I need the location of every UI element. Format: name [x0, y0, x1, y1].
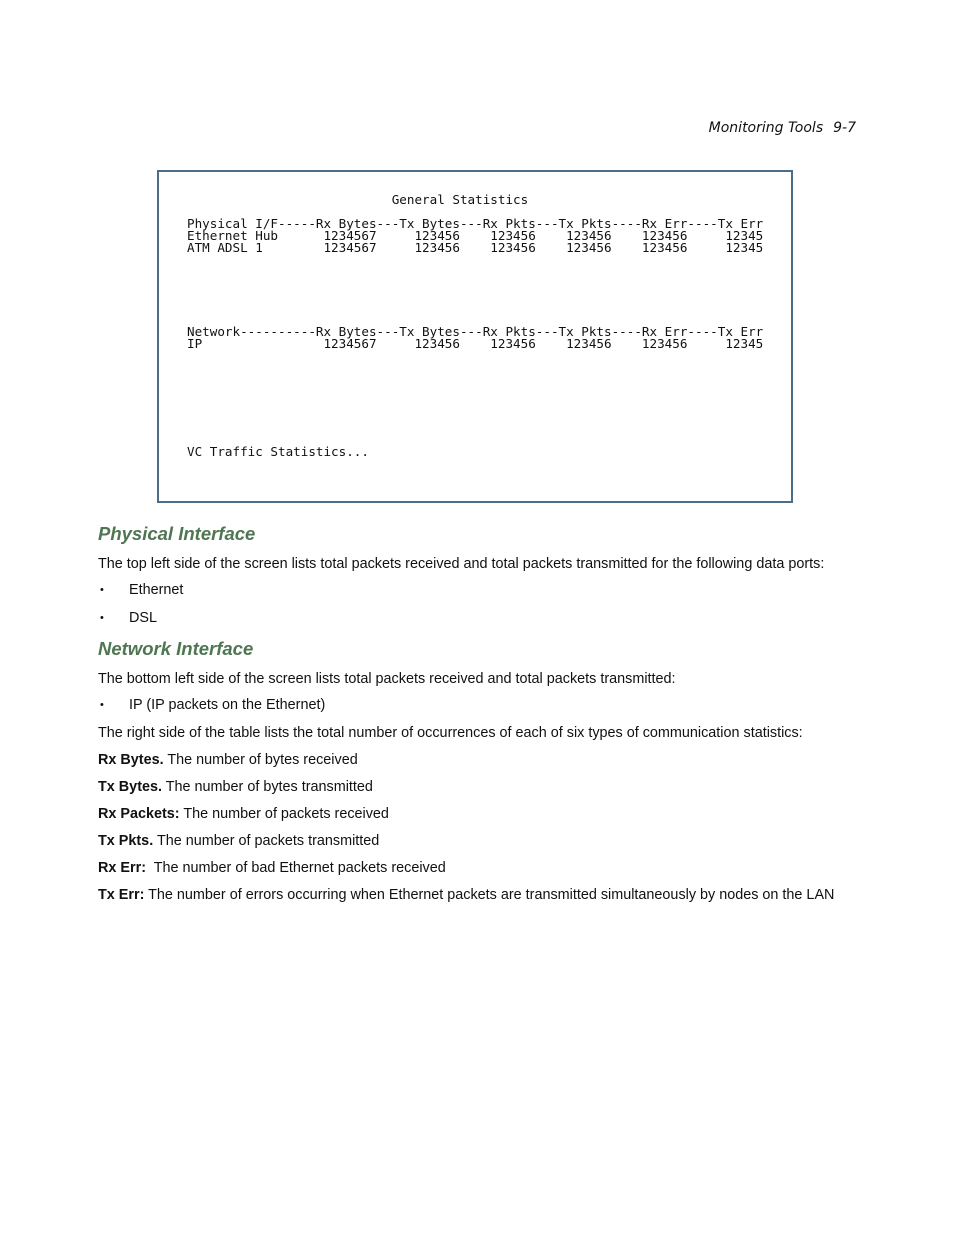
list-item: [98, 581, 858, 599]
page-body: [98, 522, 858, 913]
list-item: [98, 609, 858, 627]
network-list: [98, 696, 858, 714]
definition-rx-err: [98, 859, 858, 877]
definition-term: Rx Packets:: [98, 806, 180, 822]
definition-text: The number of packets transmitted: [153, 833, 380, 849]
list-item-text: Ethernet: [129, 582, 184, 598]
definition-text: The number of errors occurring when Ethernet packets are transmitted simultaneously by nodes on the LAN: [144, 887, 835, 903]
definition-term: Tx Bytes.: [98, 779, 162, 795]
terminal-screen: [157, 170, 793, 503]
definition-tx-bytes: [98, 778, 858, 796]
definition-term: Tx Pkts.: [98, 833, 154, 849]
list-item-text: IP (IP packets on the Ethernet): [129, 697, 326, 713]
bullet-icon: •: [100, 699, 104, 711]
definition-text: The number of bad Ethernet packets received: [146, 860, 446, 876]
physical-interface-intro: The top left side of the screen lists total packets received and total packets transmitted for the following data ports:: [98, 556, 825, 572]
definition-term: Rx Bytes.: [98, 752, 164, 768]
definition-rx-bytes: [98, 751, 858, 769]
statistics-intro: The right side of the table lists the total number of occurrences of each of six types of communication statistics:: [98, 725, 803, 741]
definition-text: The number of packets received: [179, 806, 389, 822]
list-item-text: DSL: [129, 610, 157, 626]
bullet-icon: •: [100, 612, 104, 624]
header-title: Monitoring Tools: [708, 120, 824, 136]
list-item: [98, 696, 858, 714]
physical-ports-list: [98, 581, 858, 627]
physical-interface-heading: Physical Interface: [98, 523, 256, 544]
bullet-icon: •: [100, 584, 104, 596]
running-header: [709, 120, 856, 136]
definition-tx-err: [98, 886, 858, 904]
definition-term: Tx Err:: [98, 887, 145, 903]
network-interface-intro: The bottom left side of the screen lists total packets received and total packets transmitted:: [98, 671, 676, 687]
definition-text: The number of bytes transmitted: [162, 779, 373, 795]
definition-rx-packets: [98, 805, 858, 823]
network-interface-heading: Network Interface: [98, 638, 254, 659]
general-statistics-screen-text: General Statistics Physical I/F-----Rx Bytes---Tx Bytes---Rx Pkts---Tx Pkts----Rx Err----Tx Err Ethernet Hub 1234567 123456 123456 123456 123456 12345 ATM ADSL 1 1234567 123456 123456 123456 123456 12345 Network----------Rx Bytes---Tx Bytes---Rx Pkts---Tx Pkts----Rx Err----Tx Err IP 1234567 123456 123456 123456 123456 12345 VC Traffic Statistics...: [187, 192, 764, 459]
definition-term: Rx Err:: [98, 860, 146, 876]
definition-tx-pkts: [98, 832, 858, 850]
definition-text: The number of bytes received: [163, 752, 358, 768]
page-number: 9-7: [833, 120, 856, 136]
